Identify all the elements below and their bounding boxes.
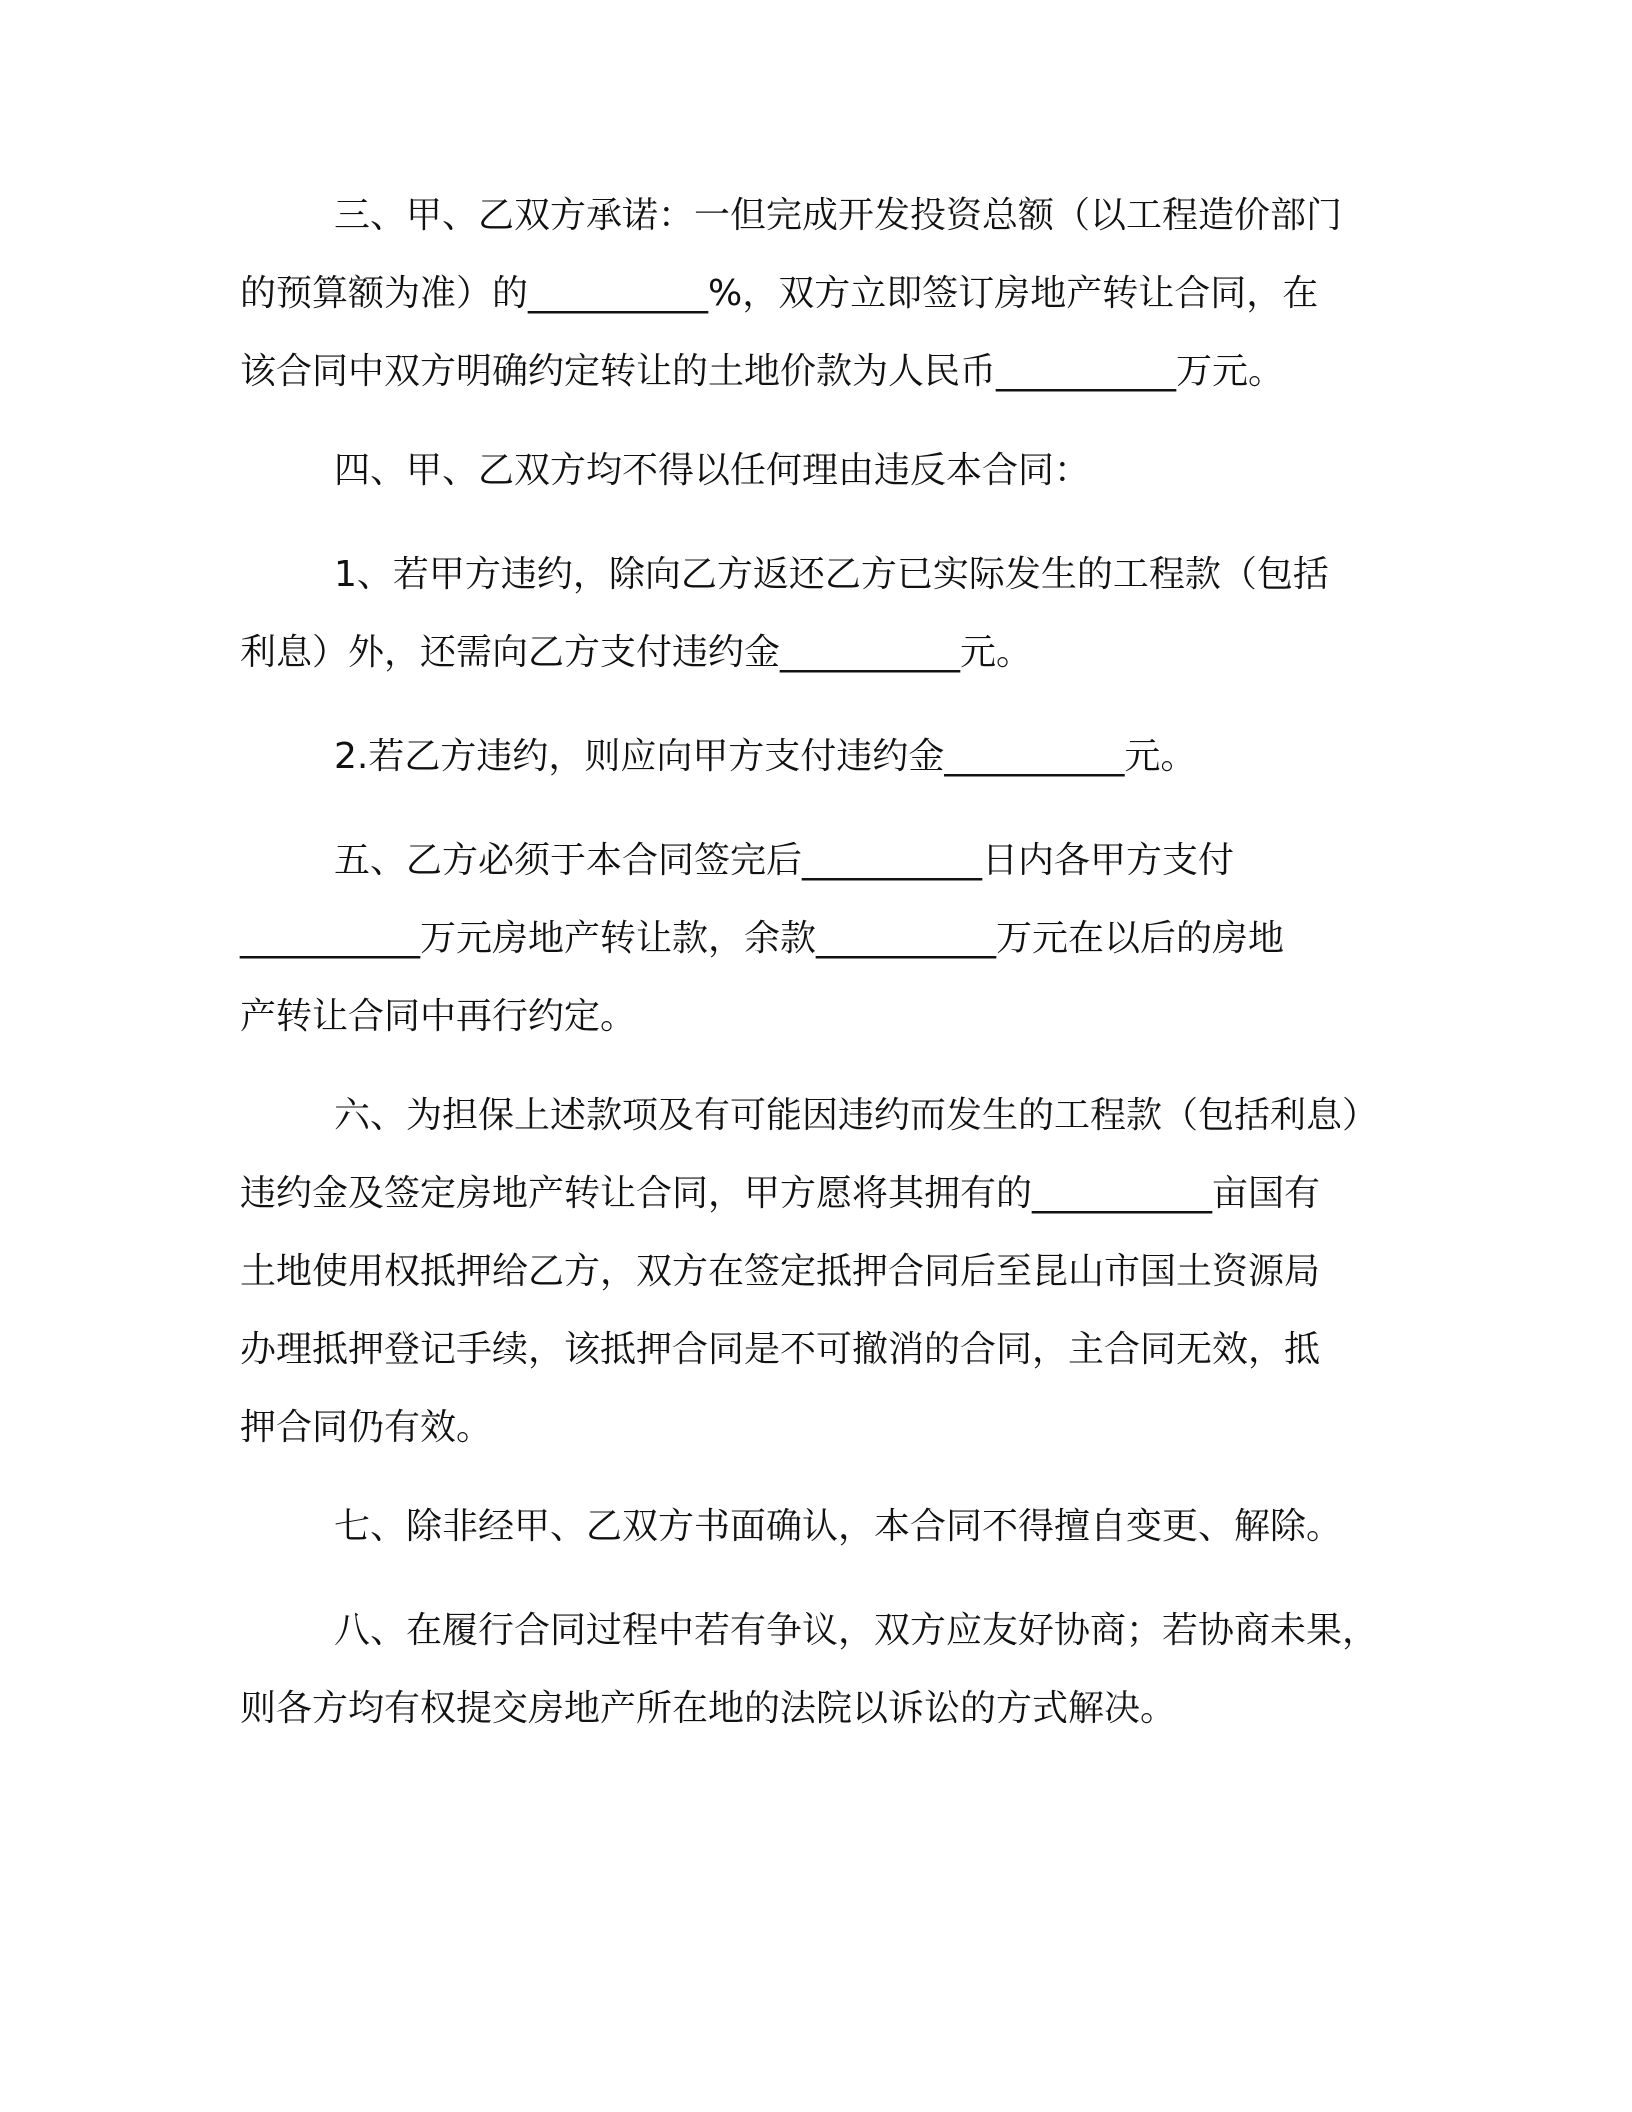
paragraph-line: 七、除非经甲、乙双方书面确认，本合同不得擅自变更、解除。 xyxy=(334,1506,1343,1547)
paragraph-line: 违约金及签定房地产转让合同，甲方愿将其拥有的__________亩国有 xyxy=(240,1173,1321,1214)
clause-3 xyxy=(240,177,1430,411)
paragraph-line: 五、乙方必须于本合同签完后__________日内各甲方支付 xyxy=(334,840,1235,881)
paragraph-line: 产转让合同中再行约定。 xyxy=(240,996,637,1037)
paragraph-line: 2.若乙方违约，则应向甲方支付违约金__________元。 xyxy=(334,736,1197,777)
paragraph-line: 办理抵押登记手续，该抵押合同是不可撤消的合同，主合同无效，抵 xyxy=(240,1329,1321,1370)
paragraph-line: 六、为担保上述款项及有可能因违约而发生的工程款（包括利息） xyxy=(334,1095,1379,1136)
clause-6 xyxy=(240,1077,1430,1467)
paragraph-line: 土地使用权抵押给乙方，双方在签定抵押合同后至昆山市国土资源局 xyxy=(240,1251,1321,1292)
paragraph-line: 利息）外，还需向乙方支付违约金__________元。 xyxy=(240,632,1033,673)
paragraph-line: 八、在履行合同过程中若有争议，双方应友好协商；若协商未果， xyxy=(334,1610,1379,1651)
paragraph-line: 则各方均有权提交房地产所在地的法院以诉讼的方式解决。 xyxy=(240,1688,1177,1729)
paragraph-line: 三、甲、乙双方承诺：一但完成开发投资总额（以工程造价部门 xyxy=(334,195,1343,236)
paragraph-line: 1、若甲方违约，除向乙方返还乙方已实际发生的工程款（包括 xyxy=(334,554,1329,595)
clause-8 xyxy=(240,1592,1430,1748)
clause-4-2 xyxy=(240,718,1430,796)
paragraph-line: __________万元房地产转让款，余款__________万元在以后的房地 xyxy=(240,918,1285,959)
paragraph-line: 该合同中双方明确约定转让的土地价款为人民币__________万元。 xyxy=(240,351,1285,392)
clause-7 xyxy=(240,1488,1430,1566)
paragraph-line: 四、甲、乙双方均不得以任何理由违反本合同： xyxy=(334,450,1091,491)
clause-4-1 xyxy=(240,536,1430,692)
clause-4 xyxy=(240,432,1430,510)
clause-5 xyxy=(240,822,1430,1056)
paragraph-line: 的预算额为准）的__________%，双方立即签订房地产转让合同，在 xyxy=(240,273,1319,314)
paragraph-line: 押合同仍有效。 xyxy=(240,1407,493,1448)
